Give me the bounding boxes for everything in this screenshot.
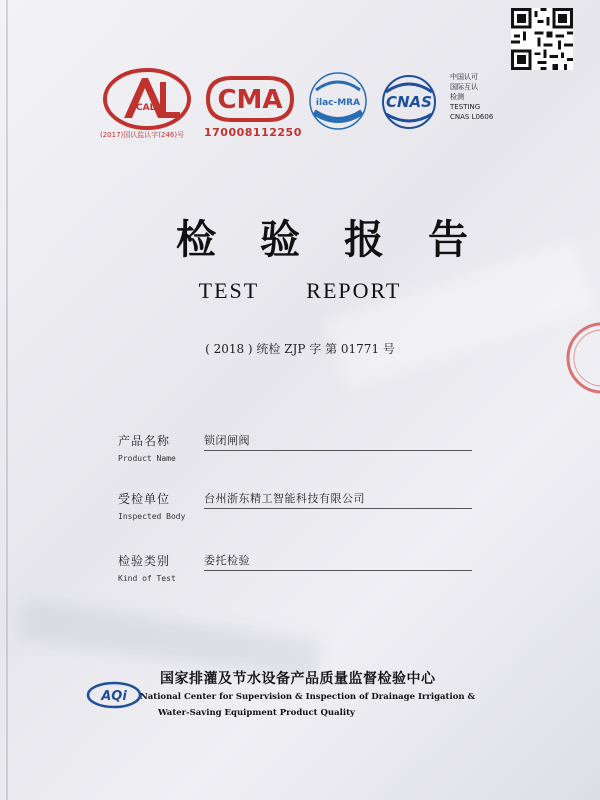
- report-number: ( 2018 ) 统检 ZJP 字 第 01771 号: [205, 342, 395, 356]
- cma-number: 170008112250: [204, 126, 302, 139]
- field-underline: [204, 570, 472, 571]
- field-product-name: [118, 432, 478, 482]
- field-kind-of-test: [118, 552, 478, 602]
- report-title-en: TEST REPORT: [198, 278, 402, 303]
- binding-edge: [6, 0, 8, 800]
- cnas-side-line: TESTING: [450, 103, 481, 111]
- cnas-side-line: 中国认可: [450, 73, 478, 81]
- cal-caption: (2017)国认监认字(246)号: [100, 131, 185, 139]
- center-name-cn: 国家排灌及节水设备产品质量监督检验中心: [160, 671, 436, 687]
- cnas-side-text: [450, 72, 493, 122]
- cnas-logo-text: CNAS: [386, 93, 432, 111]
- cnas-side-line: 检测: [450, 93, 464, 101]
- field-label-cn: 检验类别: [118, 554, 171, 568]
- field-label-en: Product Name: [118, 454, 176, 463]
- field-label-cn: 受检单位: [118, 492, 171, 506]
- field-value: 委托检验: [204, 554, 250, 567]
- cma-logo-text: CMA: [217, 85, 283, 115]
- field-label-en: Inspected Body: [118, 512, 186, 521]
- cal-logo-icon: [102, 68, 192, 130]
- field-value: 台州浙东精工智能科技有限公司: [204, 492, 365, 505]
- seal-stamp-icon: [562, 318, 600, 398]
- accreditation-logos: [100, 68, 520, 148]
- report-title-cn: 检验报告: [176, 217, 512, 263]
- aqi-logo-icon: [86, 680, 142, 710]
- cnas-side-line: CNAS L0606: [450, 113, 494, 121]
- center-name-en-line1: National Center for Supervision & Inspection of Drainage Irrigation &: [140, 692, 476, 702]
- field-label-cn: 产品名称: [118, 434, 171, 448]
- field-value: 锁闭闸阀: [204, 434, 250, 447]
- issuing-center: [86, 668, 566, 748]
- field-underline: [204, 508, 472, 509]
- qr-code-icon[interactable]: [511, 8, 573, 70]
- ilac-logo-text: ilac-MRA: [315, 98, 361, 108]
- cnas-side-line: 国际互认: [450, 83, 478, 91]
- field-inspected-body: [118, 490, 478, 540]
- field-underline: [204, 450, 472, 451]
- field-label-en: Kind of Test: [118, 574, 176, 583]
- aqi-logo-text: AQi: [101, 689, 127, 704]
- cnas-logo-icon: [376, 74, 442, 130]
- cma-logo-icon: [202, 74, 298, 124]
- ilac-mra-logo-icon: [308, 68, 368, 134]
- cal-logo-text: CAL: [136, 103, 156, 113]
- center-name-en-line2: Water-Saving Equipment Product Quality: [158, 708, 355, 718]
